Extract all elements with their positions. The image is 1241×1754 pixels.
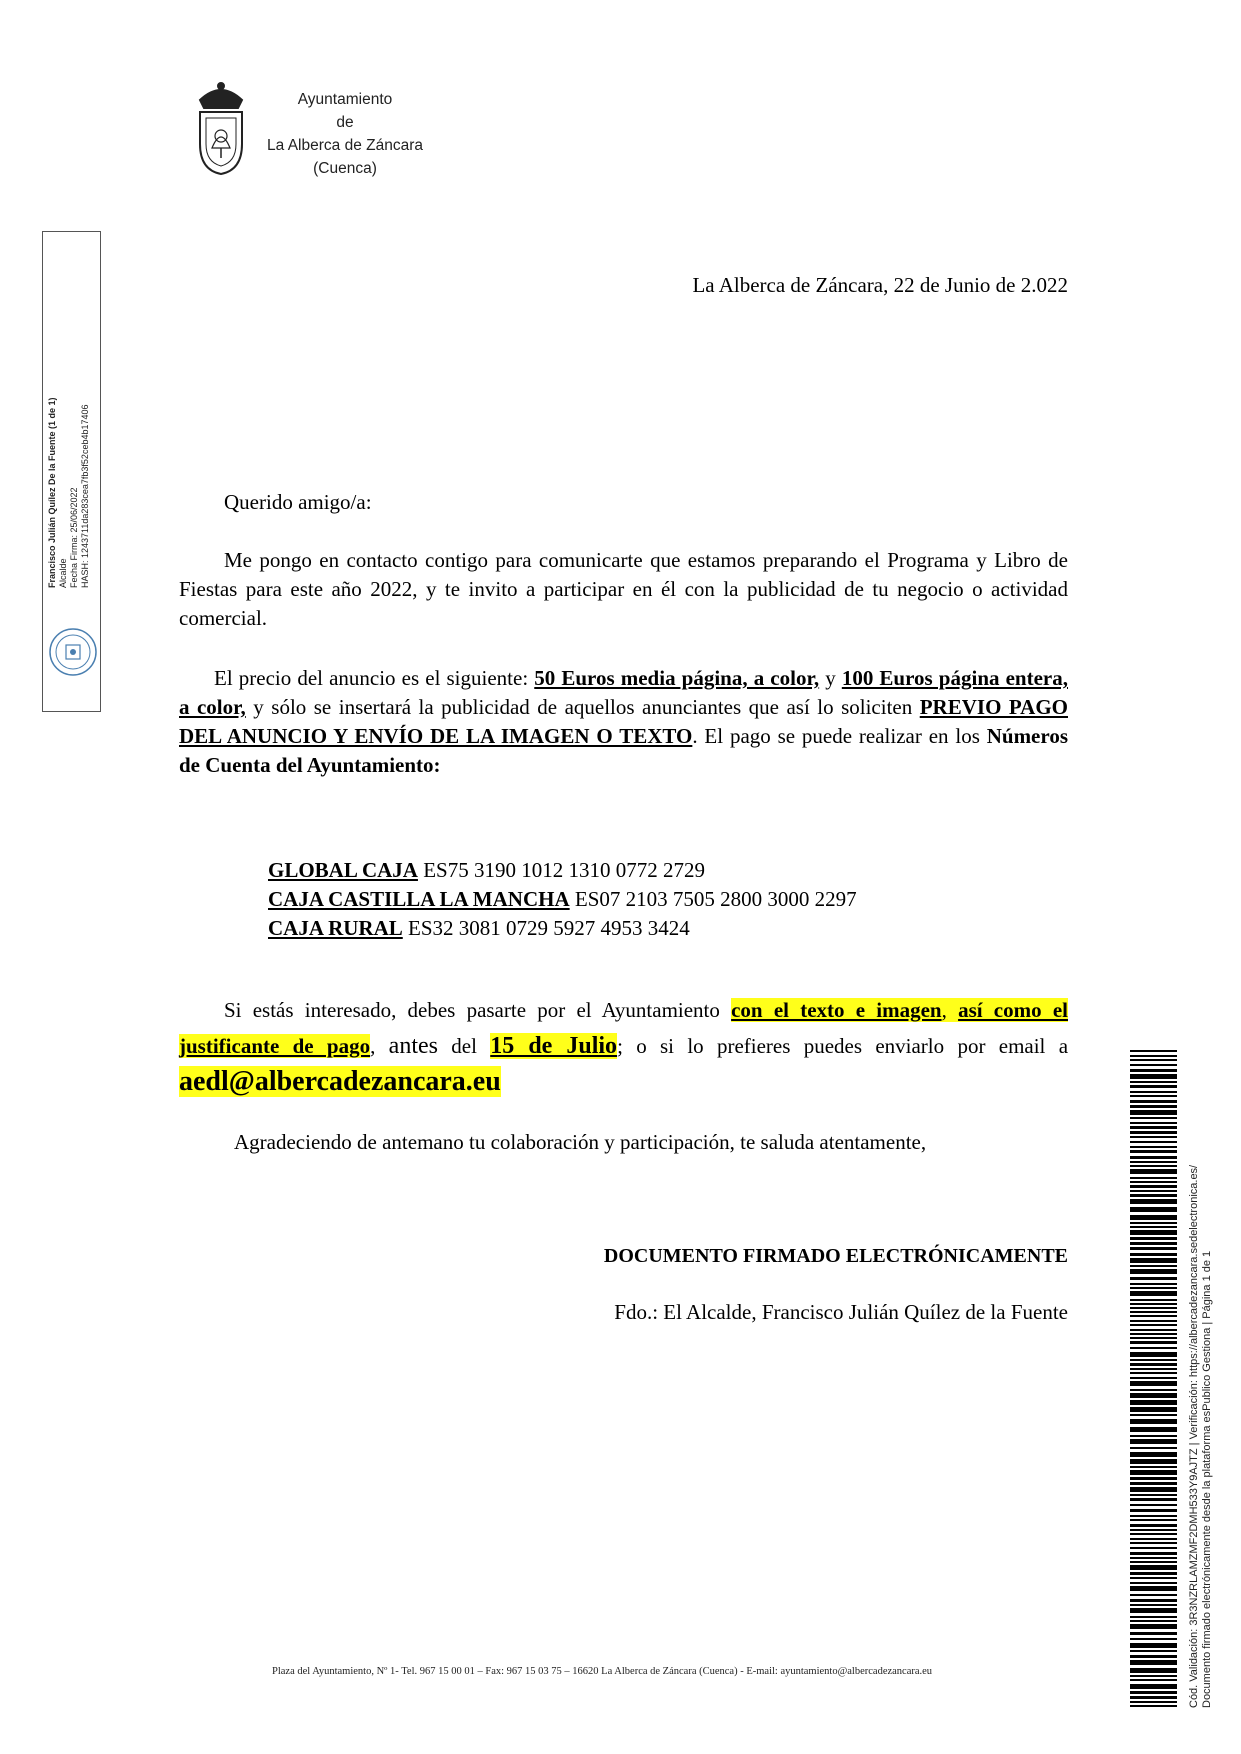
barcode-bar — [1130, 1177, 1177, 1179]
barcode-bar — [1130, 1377, 1177, 1379]
coat-of-arms-icon — [190, 78, 252, 178]
barcode-bar — [1130, 1117, 1177, 1119]
letterhead-line: Ayuntamiento — [297, 91, 393, 108]
barcode-bar — [1130, 1414, 1177, 1416]
barcode-bar — [1130, 1277, 1177, 1280]
instructions-text: , — [941, 998, 959, 1022]
instructions-text: ; o si lo prefieres puedes enviarlo por email a — [617, 1034, 1069, 1058]
barcode-bar — [1130, 1299, 1177, 1301]
barcode-bar — [1130, 1207, 1177, 1212]
barcode-bar — [1130, 1315, 1177, 1317]
barcode-bar — [1130, 1504, 1177, 1506]
official-seal-icon — [47, 626, 99, 678]
bank-iban: ES75 3190 1012 1310 0772 2729 — [417, 858, 705, 882]
footer-contact: Plaza del Ayuntamiento, Nº 1- Tel. 967 15 00 01 – Fax: 967 15 03 75 – 16620 La Alberca de Záncara (Cuenca) - E-mail: ayuntamiento@albercadezancara.eu — [272, 1666, 933, 1677]
bank-accounts-list — [268, 856, 857, 943]
prepayment-requirement: PREVIO PAGO DEL ANUNCIO Y ENVÍO DE LA IMAGEN O TEXTO — [179, 695, 1068, 748]
deadline-before: antes — [388, 1033, 438, 1059]
barcode-bar — [1130, 1100, 1177, 1103]
bank-account-row — [268, 856, 857, 885]
barcode-bar — [1130, 1616, 1177, 1618]
barcode-bar — [1130, 1156, 1177, 1159]
barcode-bar — [1130, 1352, 1177, 1357]
barcode-bar — [1130, 1487, 1177, 1492]
letterhead — [255, 88, 435, 180]
instructions-paragraph — [179, 992, 1068, 1101]
barcode-bar — [1130, 1435, 1177, 1437]
barcode-bar — [1130, 1624, 1177, 1629]
barcode-bar — [1130, 1320, 1177, 1322]
barcode-bar — [1130, 1419, 1177, 1424]
barcode-bar — [1130, 1561, 1177, 1563]
barcode-bar — [1130, 1696, 1177, 1699]
bank-iban: ES32 3081 0729 5927 4953 3424 — [402, 916, 690, 940]
barcode-bar — [1130, 1341, 1177, 1344]
barcode-bar — [1130, 1577, 1177, 1579]
barcode-bar — [1130, 1253, 1177, 1256]
barcode-bar — [1130, 1247, 1177, 1250]
bank-account-row — [268, 885, 857, 914]
barcode-bar — [1130, 1572, 1177, 1575]
barcode-bar — [1130, 1181, 1177, 1183]
barcode-bar — [1130, 1303, 1177, 1305]
barcode-bar — [1130, 1085, 1177, 1088]
barcode-bar — [1130, 1547, 1177, 1549]
verification-code: Cód. Validación: 3R3NZRLAMZMF2DMH533Y9AJTZ | Verificación: https://albercadezancara.sedelectronica.es/ — [1188, 1164, 1200, 1708]
price-text: El precio del anuncio es el siguiente: — [214, 666, 535, 690]
price-text: y — [819, 666, 842, 690]
barcode-bar — [1130, 1363, 1177, 1366]
barcode-bar — [1130, 1594, 1177, 1596]
barcode-bar — [1130, 1459, 1177, 1464]
bank-name: GLOBAL CAJA — [268, 858, 418, 882]
barcode-bar — [1130, 1582, 1177, 1584]
letterhead-line: (Cuenca) — [313, 160, 377, 177]
barcode-bar — [1130, 1608, 1177, 1613]
greeting: Querido amigo/a: — [224, 490, 372, 514]
intro-paragraph: Me pongo en contacto contigo para comunicarte que estamos preparando el Programa y Libro de Fiestas para este año 2022, y te invito a participar en él con la publicidad de tu negocio o actividad comercial. — [179, 548, 1068, 630]
price-paragraph — [179, 664, 1068, 780]
barcode-bar — [1130, 1447, 1177, 1449]
highlight-payment-proof: así como el justificante de pago — [179, 998, 1068, 1058]
barcode-bar — [1130, 1194, 1177, 1197]
barcode-bar — [1130, 1705, 1177, 1707]
barcode-bar — [1130, 1655, 1177, 1658]
email-link[interactable]: aedl@albercadezancara.eu — [179, 1066, 501, 1097]
barcode-bar — [1130, 1675, 1177, 1677]
barcode-bar — [1130, 1185, 1177, 1188]
barcode-bar — [1130, 1407, 1177, 1412]
closing-line: Agradeciendo de antemano tu colaboración y participación, te saluda atentamente, — [234, 1130, 927, 1154]
barcode-bar — [1130, 1466, 1177, 1468]
price-text: y sólo se insertará la publicidad de aquellos anunciantes que así lo soliciten — [245, 695, 920, 719]
barcode-bar — [1130, 1146, 1177, 1148]
barcode-bar — [1130, 1055, 1177, 1057]
barcode-bar — [1130, 1329, 1177, 1331]
barcode-bar — [1130, 1389, 1177, 1391]
barcode-bar — [1130, 1161, 1177, 1163]
signature-hash: HASH: 1243711da283cea7fb3f52ceb4b17406 — [80, 404, 90, 588]
barcode-bar — [1130, 1337, 1177, 1339]
barcode-bar — [1130, 1519, 1177, 1521]
barcode-bar — [1130, 1287, 1177, 1289]
barcode-bar — [1130, 1081, 1177, 1083]
barcode-bar — [1130, 1230, 1177, 1235]
barcode-bar — [1130, 1509, 1177, 1512]
verification-platform: Documento firmado electrónicamente desde la plataforma esPublico Gestiona | Página 1 de 1 — [1201, 1250, 1213, 1708]
price-text: . El pago se puede realizar en los — [692, 724, 987, 748]
barcode-bar — [1130, 1470, 1177, 1475]
barcode-bar — [1130, 1586, 1177, 1591]
letterhead-line: La Alberca de Záncara — [267, 137, 423, 154]
barcode-bar — [1130, 1552, 1177, 1555]
barcode-bar — [1130, 1122, 1177, 1124]
barcode-bar — [1130, 1393, 1177, 1398]
barcode-bar — [1130, 1691, 1177, 1694]
barcode-bar — [1130, 1515, 1177, 1517]
barcode-bar — [1130, 1650, 1177, 1652]
barcode-bar — [1130, 1524, 1177, 1527]
account-numbers-label: Números de Cuenta del Ayuntamiento: — [179, 724, 1068, 777]
barcode-bar — [1130, 1169, 1177, 1174]
instructions-text: , — [370, 1034, 389, 1058]
barcode-bar — [1130, 1291, 1177, 1296]
barcode-bar — [1130, 1095, 1177, 1097]
signature-date: Fecha Firma: 25/06/2022 — [69, 487, 79, 588]
signatory-line: Fdo.: El Alcalde, Francisco Julián Quílez de la Fuente — [614, 1300, 1068, 1324]
barcode-bar — [1130, 1372, 1177, 1374]
price-half-page: 50 Euros media página, a color, — [534, 666, 820, 690]
barcode-bar — [1130, 1222, 1177, 1224]
barcode-bar — [1130, 1643, 1177, 1648]
signer-role: Alcalde — [58, 558, 68, 588]
letterhead-line: de — [336, 114, 354, 131]
barcode-bar — [1130, 1632, 1177, 1635]
barcode-bar — [1130, 1269, 1177, 1274]
barcode-bar — [1130, 1494, 1177, 1496]
bank-name: CAJA RURAL — [268, 916, 403, 940]
barcode-bar — [1130, 1533, 1177, 1535]
barcode-bar — [1130, 1190, 1177, 1192]
barcode-bar — [1130, 1069, 1177, 1072]
barcode-bar — [1130, 1265, 1177, 1267]
barcode-bar — [1130, 1538, 1177, 1540]
barcode-bar — [1130, 1557, 1177, 1559]
barcode-bar — [1130, 1050, 1177, 1052]
barcode-bar — [1130, 1427, 1177, 1432]
verification-text — [1188, 1068, 1214, 1708]
barcode-bar — [1130, 1638, 1177, 1640]
barcode-bar — [1130, 1599, 1177, 1602]
signature-stamp-text — [47, 368, 91, 588]
barcode-bar — [1130, 1059, 1177, 1061]
document-date: La Alberca de Záncara, 22 de Junio de 2.022 — [692, 273, 1068, 297]
barcode-bar — [1130, 1307, 1177, 1309]
barcode-bar — [1130, 1165, 1177, 1167]
barcode-bar — [1130, 1110, 1177, 1115]
barcode-bar — [1130, 1542, 1177, 1544]
barcode-bar — [1130, 1199, 1177, 1204]
signer-name: Francisco Julián Quílez De la Fuente (1 de 1) — [47, 397, 57, 588]
validation-barcode-icon — [1130, 1050, 1177, 1708]
barcode-bar — [1130, 1283, 1177, 1285]
barcode-bar — [1130, 1604, 1177, 1606]
price-full-page: 100 Euros página entera, a color, — [179, 666, 1068, 719]
barcode-bar — [1130, 1679, 1177, 1681]
deadline-date: 15 de Julio — [490, 1033, 618, 1059]
highlight-text-image: con el texto e imagen — [731, 998, 942, 1022]
barcode-bar — [1130, 1668, 1177, 1673]
barcode-bar — [1130, 1126, 1177, 1129]
barcode-bar — [1130, 1620, 1177, 1622]
barcode-bar — [1130, 1150, 1177, 1153]
barcode-bar — [1130, 1368, 1177, 1370]
barcode-bar — [1130, 1684, 1177, 1689]
instructions-text: Si estás interesado, debes pasarte por el Ayuntamiento — [224, 998, 732, 1022]
bank-account-row — [268, 914, 857, 943]
bank-name: CAJA CASTILLA LA MANCHA — [268, 887, 570, 911]
barcode-bar — [1130, 1660, 1177, 1665]
barcode-bar — [1130, 1333, 1177, 1335]
barcode-bar — [1130, 1074, 1177, 1079]
barcode-bar — [1130, 1131, 1177, 1134]
barcode-bar — [1130, 1477, 1177, 1480]
barcode-bar — [1130, 1136, 1177, 1138]
barcode-bar — [1130, 1529, 1177, 1531]
barcode-bar — [1130, 1105, 1177, 1108]
barcode-bar — [1130, 1064, 1177, 1066]
barcode-bar — [1130, 1565, 1177, 1570]
barcode-bar — [1130, 1237, 1177, 1240]
barcode-bar — [1130, 1439, 1177, 1444]
barcode-bar — [1130, 1091, 1177, 1093]
barcode-bar — [1130, 1400, 1177, 1405]
electronically-signed-label: DOCUMENTO FIRMADO ELECTRÓNICAMENTE — [603, 1245, 1068, 1267]
barcode-bar — [1130, 1452, 1177, 1457]
barcode-bar — [1130, 1242, 1177, 1245]
barcode-bar — [1130, 1498, 1177, 1501]
barcode-bar — [1130, 1324, 1177, 1326]
barcode-bar — [1130, 1141, 1177, 1143]
barcode-bar — [1130, 1226, 1177, 1228]
barcode-bar — [1130, 1701, 1177, 1703]
barcode-bar — [1130, 1359, 1177, 1361]
barcode-bar — [1130, 1347, 1177, 1349]
barcode-bar — [1130, 1482, 1177, 1485]
bank-iban: ES07 2103 7505 2800 3000 2297 — [569, 887, 857, 911]
barcode-bar — [1130, 1381, 1177, 1386]
barcode-bar — [1130, 1258, 1177, 1263]
barcode-bar — [1130, 1311, 1177, 1313]
instructions-text: del — [437, 1034, 491, 1058]
barcode-bar — [1130, 1215, 1177, 1220]
